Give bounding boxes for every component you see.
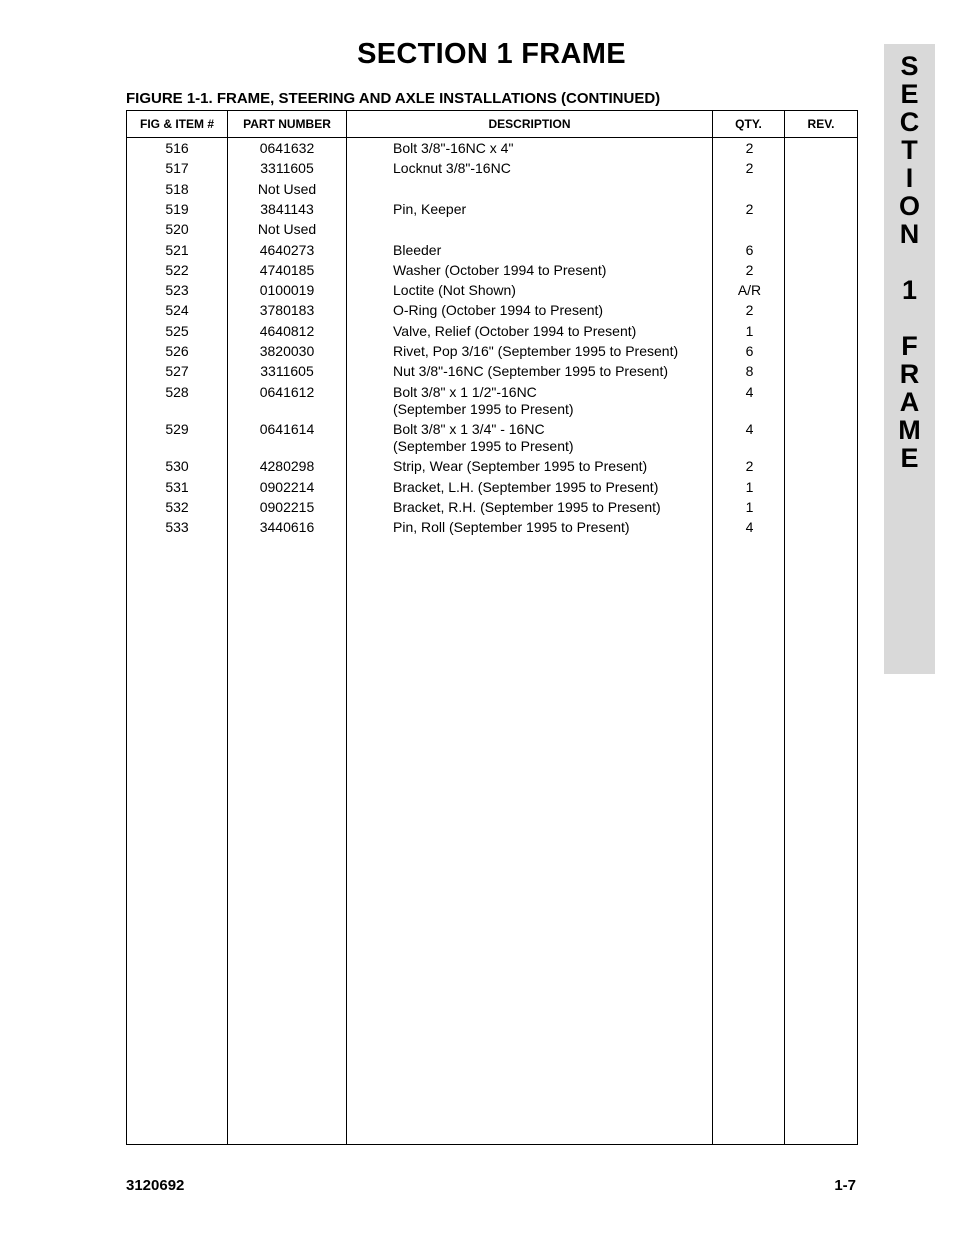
description-line: O-Ring (October 1994 to Present): [393, 302, 604, 319]
side-tab-letter: R: [899, 359, 920, 389]
description-line: Bleeder: [393, 241, 442, 258]
quantity: A/R: [737, 282, 762, 299]
description: [393, 519, 713, 536]
table-row: [127, 323, 857, 343]
side-tab-letter: C: [899, 107, 920, 137]
part-number: 0641614: [259, 420, 315, 437]
table-row: [127, 140, 857, 160]
table-row: [127, 499, 857, 519]
table-row: [127, 221, 857, 241]
description-line: Bracket, R.H. (September 1995 to Present): [393, 498, 661, 515]
item-number: 528: [165, 383, 189, 400]
description: [393, 201, 713, 218]
description-line: Bracket, L.H. (September 1995 to Present): [393, 478, 659, 495]
header-qty: QTY.: [735, 117, 762, 131]
quantity: 4: [745, 420, 754, 437]
part-number: 4640273: [259, 241, 315, 258]
table-row: [127, 384, 857, 421]
description: [393, 262, 713, 279]
description-line: (September 1995 to Present): [393, 437, 574, 454]
header-fig-item: FIG & ITEM #: [139, 117, 214, 131]
quantity: 1: [745, 478, 754, 495]
description-line: Valve, Relief (October 1994 to Present): [393, 322, 637, 339]
item-number: 532: [165, 498, 189, 515]
table-row: [127, 343, 857, 363]
item-number: 517: [165, 160, 189, 177]
quantity: 2: [745, 140, 754, 156]
description: [393, 160, 713, 177]
description: [393, 479, 713, 496]
description-line: Bolt 3/8"-16NC x 4": [393, 140, 514, 156]
header-description: DESCRIPTION: [488, 117, 571, 131]
side-tab-letter: M: [898, 415, 921, 445]
header-rev: REV.: [807, 117, 835, 131]
quantity: 2: [745, 458, 754, 475]
description: [393, 363, 713, 380]
description-line: Loctite (Not Shown): [393, 282, 516, 299]
item-number: 527: [165, 363, 189, 380]
figure-title: FIGURE 1-1. FRAME, STEERING AND AXLE INSTALLATIONS (CONTINUED): [126, 90, 661, 107]
quantity: 6: [745, 343, 754, 359]
side-tab-letter: S: [900, 51, 919, 81]
part-number: 4640812: [259, 322, 315, 339]
description: [393, 323, 713, 340]
table-row: [127, 201, 857, 221]
item-number: 526: [165, 343, 189, 359]
part-number: 3820030: [259, 343, 315, 359]
part-number: 3311605: [260, 363, 314, 380]
quantity: 1: [745, 322, 754, 339]
description-line: Nut 3/8"-16NC (September 1995 to Present): [393, 363, 668, 380]
description-line: Rivet, Pop 3/16" (September 1995 to Present): [393, 343, 679, 359]
side-tab-letter: T: [901, 135, 918, 165]
item-number: 525: [165, 322, 189, 339]
item-number: 523: [165, 282, 189, 299]
part-number: 4280298: [259, 458, 315, 475]
description-line: Strip, Wear (September 1995 to Present): [393, 458, 648, 475]
side-tab-letter: A: [899, 387, 920, 417]
table-row: [127, 363, 857, 383]
description-line: Pin, Roll (September 1995 to Present): [393, 519, 630, 536]
description: [393, 282, 713, 299]
table-row: [127, 181, 857, 201]
table-row: [127, 519, 857, 539]
table-row: [127, 242, 857, 262]
description: [393, 421, 713, 455]
description-line: Washer (October 1994 to Present): [393, 261, 607, 278]
part-number: 0100019: [259, 282, 315, 299]
description-line: Locknut 3/8"-16NC: [393, 160, 511, 177]
part-number: 0641612: [259, 383, 315, 400]
table-row: [127, 160, 857, 180]
item-number: 529: [165, 420, 189, 437]
table-row: [127, 479, 857, 499]
description-line: Bolt 3/8" x 1 3/4" - 16NC: [393, 420, 545, 437]
table-row: [127, 262, 857, 282]
item-number: 521: [165, 241, 189, 258]
quantity: 4: [745, 383, 754, 400]
side-tab-letter: [884, 248, 935, 276]
footer-page-number: 1-7: [834, 1177, 856, 1194]
item-number: 518: [165, 180, 189, 197]
part-number: 3841143: [260, 200, 314, 217]
description: [393, 343, 713, 360]
part-number: 0902214: [259, 478, 315, 495]
side-tab-letter: O: [898, 191, 920, 221]
side-tab-letter: 1: [901, 275, 918, 305]
side-tab-letter: E: [900, 79, 919, 109]
quantity: 2: [745, 302, 754, 319]
description: [393, 384, 713, 418]
side-tab-letter: E: [900, 443, 919, 473]
page-title: SECTION 1 FRAME: [357, 38, 626, 70]
quantity: 2: [745, 200, 754, 217]
item-number: 516: [165, 140, 189, 156]
quantity: 2: [745, 261, 754, 278]
description: [393, 242, 713, 259]
quantity: 6: [745, 241, 754, 258]
footer-doc-number: 3120692: [126, 1177, 185, 1194]
part-number: 4740185: [259, 261, 315, 278]
table-row: [127, 421, 857, 458]
item-number: 519: [165, 200, 189, 217]
table-row: [127, 458, 857, 478]
item-number: 530: [165, 458, 189, 475]
item-number: 522: [165, 261, 189, 278]
section-side-tab: [884, 44, 935, 674]
part-number: 3311605: [260, 160, 314, 177]
side-tab-letter: N: [899, 219, 920, 249]
quantity: 1: [745, 498, 754, 515]
side-tab-letter: F: [901, 331, 918, 361]
description: [393, 499, 713, 516]
part-number: 3440616: [259, 519, 315, 536]
side-tab-letter: I: [905, 163, 914, 193]
description-line: (September 1995 to Present): [393, 400, 574, 417]
side-tab-letters: [884, 52, 935, 472]
part-number: 0641632: [259, 140, 315, 156]
quantity: 4: [745, 519, 754, 536]
part-number: Not Used: [257, 221, 317, 238]
parts-table: [126, 110, 858, 1145]
item-number: 533: [165, 519, 189, 536]
part-number: 3780183: [259, 302, 315, 319]
item-number: 531: [165, 478, 189, 495]
item-number: 524: [165, 302, 189, 319]
description-line: Bolt 3/8" x 1 1/2"-16NC: [393, 383, 537, 400]
table-row: [127, 302, 857, 322]
side-tab-letter: [884, 304, 935, 332]
part-number: Not Used: [257, 180, 317, 197]
quantity: 8: [745, 363, 754, 380]
table-header: [127, 111, 857, 138]
description-line: Pin, Keeper: [393, 200, 467, 217]
table-row: [127, 282, 857, 302]
description: [393, 458, 713, 475]
quantity: 2: [745, 160, 754, 177]
item-number: 520: [165, 221, 189, 238]
header-part-number: PART NUMBER: [243, 117, 331, 131]
part-number: 0902215: [259, 498, 315, 515]
description: [393, 140, 713, 157]
description: [393, 302, 713, 319]
